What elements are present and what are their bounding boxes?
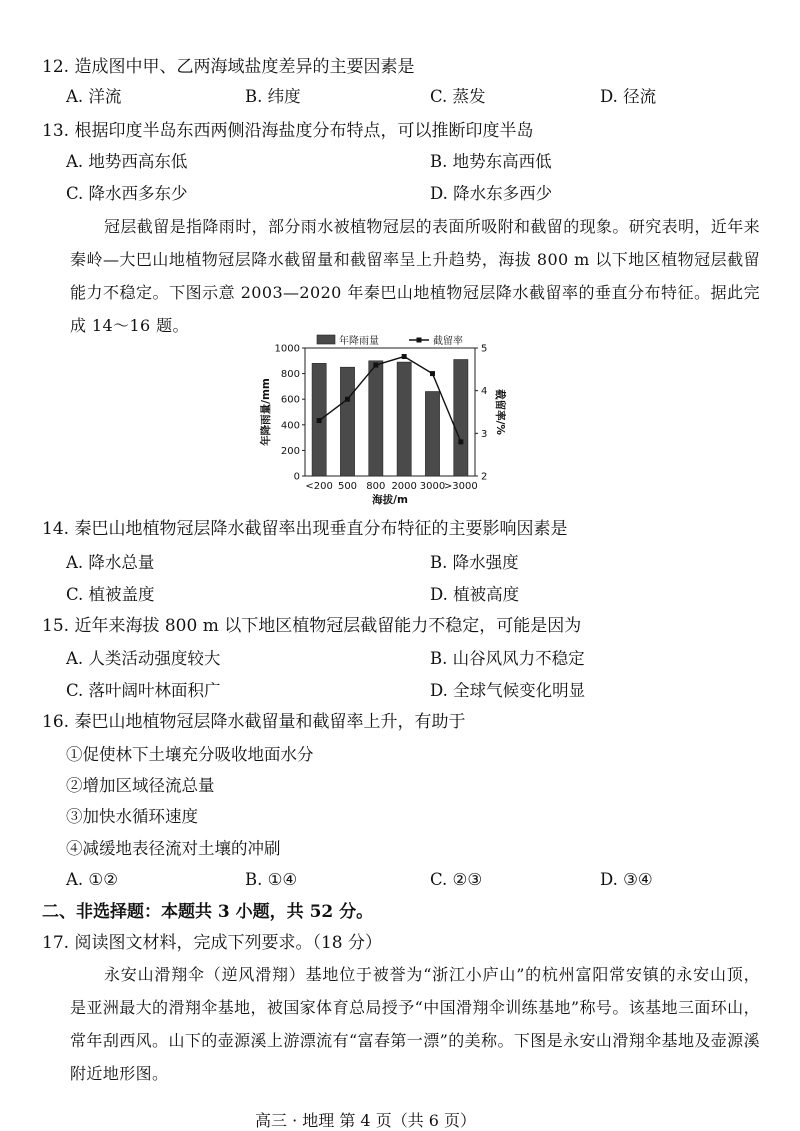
interception-rate-point: [373, 363, 378, 368]
y-tick-label: 800: [280, 369, 300, 381]
interception-rate-point: [402, 354, 407, 359]
q15-option-b: B. 山谷风风力不稳定: [430, 649, 585, 668]
q17-passage-text: 永安山滑翔伞（逆风滑翔）基地位于被誉为“浙江小庐山”的杭州富阳常安镇的永安山顶，是亚洲最大的滑翔伞基地，被国家体育总局授予“中国滑翔伞训练基地”称号。该基地三面环山，常年刮西风。山下的壶源溪上游漂流有“富春第一漂”的美称。下图是永安山滑翔伞基地及壶源溪附近地形图。: [70, 965, 760, 1083]
x-tick-label: <200: [305, 481, 333, 492]
q13-stem: 13. 根据印度半岛东西两侧沿海盐度分布特点，可以推断印度半岛: [42, 121, 534, 141]
q17-passage: [70, 958, 760, 1090]
passage-14-16-text: 冠层截留是指降雨时，部分雨水被植物冠层的表面所吸附和截留的现象。研究表明，近年来秦岭—大巴山地植物冠层降水截留量和截留率呈上升趋势，海拔 800 m 以下地区植物冠层截留能力不稳定。下图示意 2003—2020 年秦巴山地植物冠层降水截留率的垂直分布特征。据此完成 14～16 题。: [70, 217, 761, 335]
q13-option-a: A. 地势西高东低: [66, 152, 188, 171]
y-tick-label: 200: [280, 445, 300, 457]
passage-14-16: [70, 210, 760, 342]
rainfall-bar: [397, 362, 411, 476]
rainfall-interception-chart: [250, 332, 510, 507]
q16-item-4: ④减缓地表径流对土壤的冲刷: [66, 839, 281, 858]
q16-item-1: ①促使林下土壤充分吸收地面水分: [66, 745, 314, 764]
x-axis-title: 海拔/m: [372, 494, 408, 506]
y-tick-label: 600: [280, 394, 300, 406]
q16-item-3: ③加快水循环速度: [66, 807, 198, 826]
rainfall-bar: [340, 367, 354, 476]
q14-option-a: A. 降水总量: [66, 553, 155, 572]
x-tick-label: >3000: [443, 481, 478, 492]
legend-line-marker: [417, 338, 422, 343]
q14-stem: 14. 秦巴山地植物冠层降水截留率出现垂直分布特征的主要影响因素是: [42, 519, 568, 539]
q14-option-d: D. 植被高度: [430, 585, 520, 604]
q14-option-c: C. 植被盖度: [66, 585, 155, 604]
rainfall-bar: [369, 361, 383, 476]
q12-option-b: B. 纬度: [245, 87, 301, 106]
q13-option-c: C. 降水西多东少: [66, 184, 188, 203]
rainfall-bar: [425, 392, 439, 476]
q16-option-a: A. ①②: [66, 870, 118, 889]
q13-option-b: B. 地势东高西低: [430, 152, 552, 171]
q15-option-d: D. 全球气候变化明显: [430, 681, 586, 700]
legend-bar-swatch: [317, 335, 335, 344]
q14-option-b: B. 降水强度: [430, 553, 519, 572]
x-tick-label: 2000: [391, 481, 417, 492]
q15-option-a: A. 人类活动强度较大: [66, 649, 221, 668]
interception-rate-point: [458, 439, 463, 444]
y2-axis-title: 截留率/%: [494, 389, 506, 435]
q16-stem: 16. 秦巴山地植物冠层降水截留量和截留率上升，有助于: [42, 712, 466, 732]
y-tick-label: 400: [280, 420, 300, 432]
x-tick-label: 500: [337, 481, 358, 492]
q16-item-2: ②增加区域径流总量: [66, 776, 215, 795]
y-axis-title: 年降雨量/mm: [260, 378, 272, 446]
interception-rate-point: [430, 371, 435, 376]
q12-option-c: C. 蒸发: [430, 87, 486, 106]
q12-stem: 12. 造成图中甲、乙两海域盐度差异的主要因素是: [42, 57, 415, 77]
page-footer: 高三 · 地理 第 4 页（共 6 页）: [255, 1111, 477, 1130]
q15-option-c: C. 落叶阔叶林面积广: [66, 681, 221, 700]
section-2-heading: 二、非选择题：本题共 3 小题，共 52 分。: [42, 902, 374, 922]
q16-option-c: C. ②③: [430, 870, 483, 889]
y2-tick-label: 4: [481, 386, 488, 398]
q15-stem: 15. 近年来海拔 800 m 以下地区植物冠层截留能力不稳定，可能是因为: [42, 616, 582, 636]
q12-option-a: A. 洋流: [66, 87, 122, 106]
interception-rate-point: [345, 397, 350, 402]
rainfall-bar: [454, 360, 468, 476]
q12-option-d: D. 径流: [600, 87, 657, 106]
q13-option-d: D. 降水东多西少: [430, 184, 553, 203]
q17-stem: 17. 阅读图文材料，完成下列要求。（18 分）: [42, 933, 382, 953]
legend-line-label: 截留率: [433, 336, 463, 347]
y2-tick-label: 2: [481, 471, 488, 483]
legend-bar-label: 年降雨量: [339, 336, 379, 347]
q16-option-d: D. ③④: [600, 870, 653, 889]
y-tick-label: 1000: [274, 343, 300, 355]
q16-option-b: B. ①④: [245, 870, 298, 889]
y2-tick-label: 3: [481, 428, 488, 440]
x-tick-label: 3000: [419, 481, 446, 492]
interception-rate-point: [317, 418, 322, 423]
y2-tick-label: 5: [481, 343, 488, 355]
x-tick-label: 800: [366, 481, 386, 492]
y-tick-label: 0: [293, 471, 300, 483]
